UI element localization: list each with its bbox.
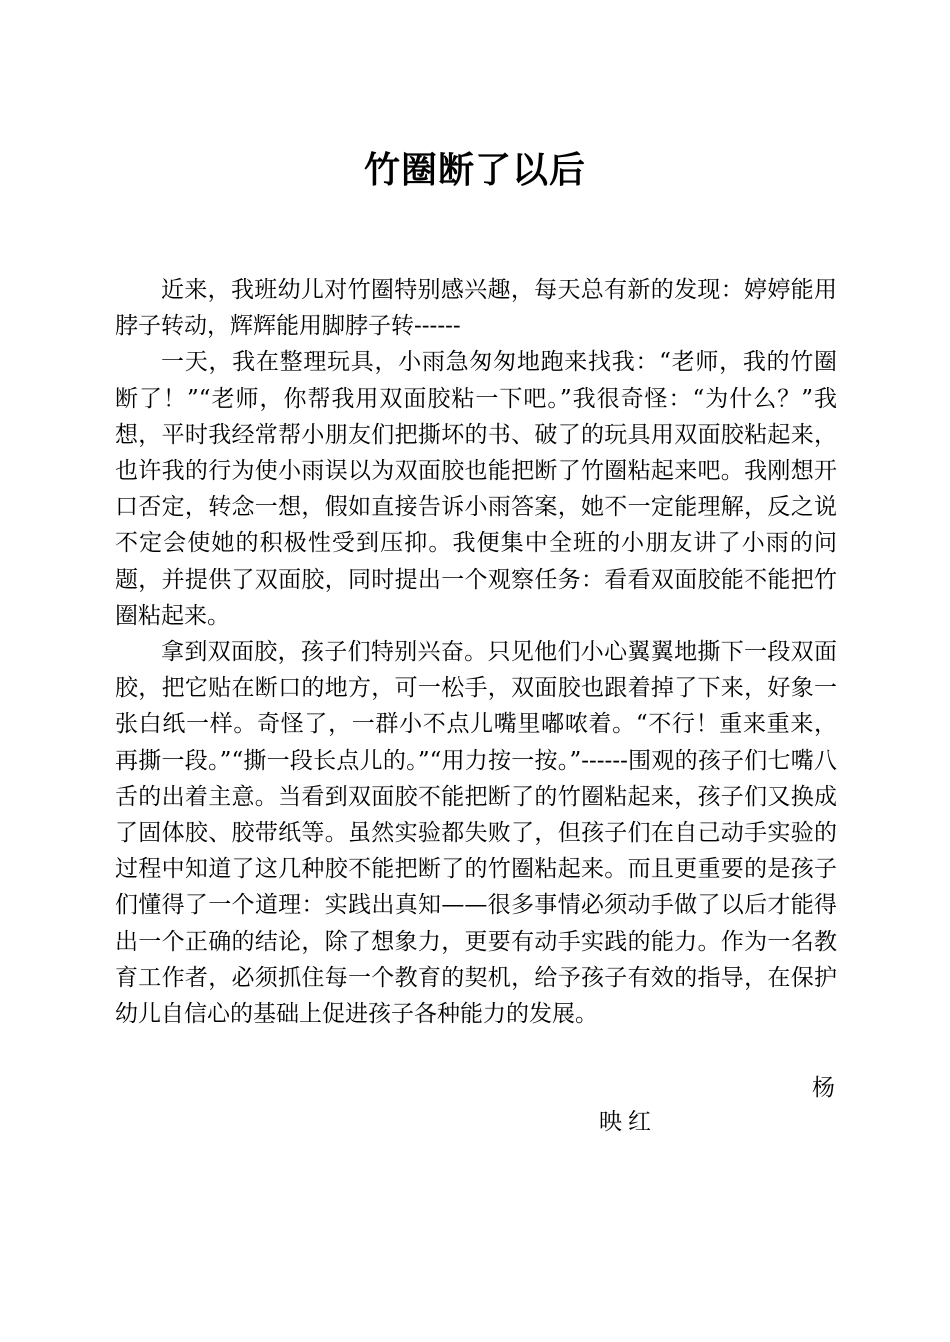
author-surname: 杨 [812,1075,835,1101]
paragraph: 近来，我班幼儿对竹圈特别感兴趣，每天总有新的发现：婷婷能用脖子转动，辉辉能用脚脖子转------ [115,277,837,340]
document-body [115,272,837,1032]
author-given-name: 映红 [599,1109,657,1135]
paragraph: 拿到双面胶，孩子们特别兴奋。只见他们小心翼翼地撕下一段双面胶，把它贴在断口的地方，可一松手，双面胶也跟着掉了下来，好象一张白纸一样。奇怪了，一群小不点儿嘴里嘟哝着。“不行！重来重来，再撕一段。”“撕一段长点儿的。”“用力按一按。”------围观的孩子们七嘴八舌的出着主意。当看到双面胶不能把断了的竹圈粘起来，孩子们又换成了固体胶、胶带纸等。虽然实验都失败了，但孩子们在自己动手实验的过程中知道了这几种胶不能把断了的竹圈粘起来。而且更重要的是孩子们懂得了一个道理：实践出真知——很多事情必须动手做了以后才能得出一个正确的结论，除了想象力，更要有动手实践的能力。作为一名教育工作者，必须抓住每一个教育的契机，给予孩子有效的指导，在保护幼儿自信心的基础上促进孩子各种能力的发展。 [115,639,837,1028]
paragraph: 一天，我在整理玩具，小雨急匆匆地跑来找我：“老师，我的竹圈断了！”“老师，你帮我用双面胶粘一下吧。”我很奇怪：“为什么？”我想，平时我经常帮小朋友们把撕坏的书、破了的玩具用双面胶粘起来，也许我的行为使小雨误以为双面胶也能把断了竹圈粘起来吧。我刚想开口否定，转念一想，假如直接告诉小雨答案，她不一定能理解，反之说不定会使她的积极性受到压抑。我便集中全班的小朋友讲了小雨的问题，并提供了双面胶，同时提出一个观察任务：看看双面胶能不能把竹圈粘起来。 [115,349,837,629]
document-title: 竹圈断了以后 [363,150,586,191]
